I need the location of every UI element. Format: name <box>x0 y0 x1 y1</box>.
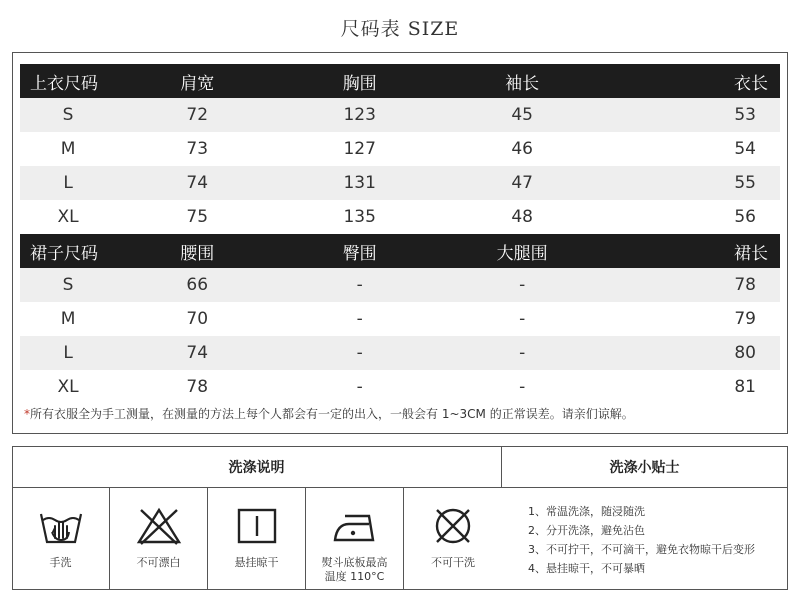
header-cell: 胸围 <box>278 64 441 98</box>
value-cell: 53 <box>603 98 780 132</box>
note-asterisk: * <box>24 407 30 421</box>
value-cell: - <box>356 377 363 397</box>
measurement-note <box>24 405 634 422</box>
care-label: 悬挂晾干 <box>234 556 279 569</box>
value-cell: 48 <box>511 207 533 227</box>
value-cell: - <box>441 268 603 302</box>
value-cell: 123 <box>278 98 441 132</box>
care-symbol-hang-dry <box>208 488 306 590</box>
value-cell: 80 <box>603 336 780 370</box>
care-symbol-hand-wash <box>12 488 110 590</box>
size-table <box>20 64 780 404</box>
no-bleach-icon <box>135 506 183 546</box>
washing-instructions-header: 洗涤说明 <box>12 446 502 488</box>
care-label: 手洗 <box>49 556 72 569</box>
value-cell: 74 <box>116 336 278 370</box>
table-row <box>20 166 780 200</box>
header-cell: 大腿围 <box>441 234 603 268</box>
size-cell: S <box>20 268 116 302</box>
no-dry-clean-icon <box>429 506 477 546</box>
value-cell: - <box>519 377 526 397</box>
table-row <box>20 268 780 302</box>
skirt-table-header <box>20 234 780 268</box>
value-cell: 78 <box>186 377 209 397</box>
table-row <box>20 132 780 166</box>
header-cell: 肩宽 <box>116 64 278 98</box>
value-cell: - <box>278 336 441 370</box>
size-cell: S <box>20 98 116 132</box>
size-cell: XL <box>57 207 79 227</box>
value-cell: 74 <box>116 166 278 200</box>
value-cell: 54 <box>734 139 756 159</box>
header-cell: 裙长 <box>603 234 780 268</box>
list-item: 1、常温洗涤，随浸随洗 <box>528 505 645 518</box>
size-cell: L <box>20 336 116 370</box>
table-row <box>20 336 780 370</box>
header-cell: 上衣尺码 <box>20 64 116 98</box>
value-cell: 70 <box>186 309 209 329</box>
header-cell: 臀围 <box>278 234 441 268</box>
care-symbols <box>12 488 502 590</box>
value-cell: 127 <box>343 139 376 159</box>
value-cell: 46 <box>511 139 533 159</box>
value-cell: 131 <box>278 166 441 200</box>
size-cell: XL <box>57 377 79 397</box>
value-cell: - <box>519 309 526 329</box>
washing-tips-list <box>528 502 783 578</box>
value-cell: - <box>356 309 363 329</box>
value-cell: 45 <box>441 98 603 132</box>
header-cell: 腰围 <box>116 234 278 268</box>
size-cell: L <box>20 166 116 200</box>
table-row <box>20 302 780 336</box>
table-row <box>20 98 780 132</box>
value-cell: 55 <box>603 166 780 200</box>
table-row <box>20 200 780 234</box>
care-label-line2: 温度 110°C <box>324 570 385 583</box>
care-symbol-no-bleach <box>110 488 208 590</box>
header-cell: 袖长 <box>441 64 603 98</box>
care-symbol-iron <box>306 488 404 590</box>
value-cell: 72 <box>116 98 278 132</box>
note-text: 所有衣服全为手工测量，在测量的方法上每个人都会有一定的出入，一般会有 1~3CM 的正常误差。请亲们谅解。 <box>30 407 634 421</box>
header-cell: 衣长 <box>603 64 780 98</box>
page-title: 尺码表 SIZE <box>340 18 460 40</box>
value-cell: 47 <box>441 166 603 200</box>
value-cell: - <box>441 336 603 370</box>
value-cell: 66 <box>116 268 278 302</box>
value-cell: - <box>278 268 441 302</box>
care-label <box>322 556 388 584</box>
top-table-header <box>20 64 780 98</box>
hand-wash-icon <box>37 506 85 546</box>
header-cell: 裙子尺码 <box>20 234 116 268</box>
value-cell: 135 <box>343 207 376 227</box>
washing-tips-header: 洗涤小贴士 <box>501 446 788 488</box>
value-cell: 78 <box>603 268 780 302</box>
care-symbol-no-dry-clean <box>404 488 502 590</box>
value-cell: 81 <box>734 377 756 397</box>
value-cell: 79 <box>734 309 756 329</box>
care-label: 不可漂白 <box>136 556 181 569</box>
care-label: 不可干洗 <box>431 556 475 569</box>
care-label-line1: 熨斗底板最高 <box>321 556 388 569</box>
table-row <box>20 370 780 404</box>
value-cell: 56 <box>734 207 756 227</box>
list-item: 3、不可拧干，不可滴干，避免衣物晾干后变形 <box>528 543 755 556</box>
value-cell: 73 <box>186 139 209 159</box>
value-cell: 75 <box>186 207 209 227</box>
iron-icon <box>331 506 379 546</box>
size-cell: M <box>60 309 76 329</box>
list-item: 4、悬挂晾干，不可暴晒 <box>528 562 645 575</box>
list-item: 2、分开洗涤，避免沾色 <box>528 524 645 537</box>
size-cell: M <box>60 139 76 159</box>
hang-dry-icon <box>233 506 281 546</box>
